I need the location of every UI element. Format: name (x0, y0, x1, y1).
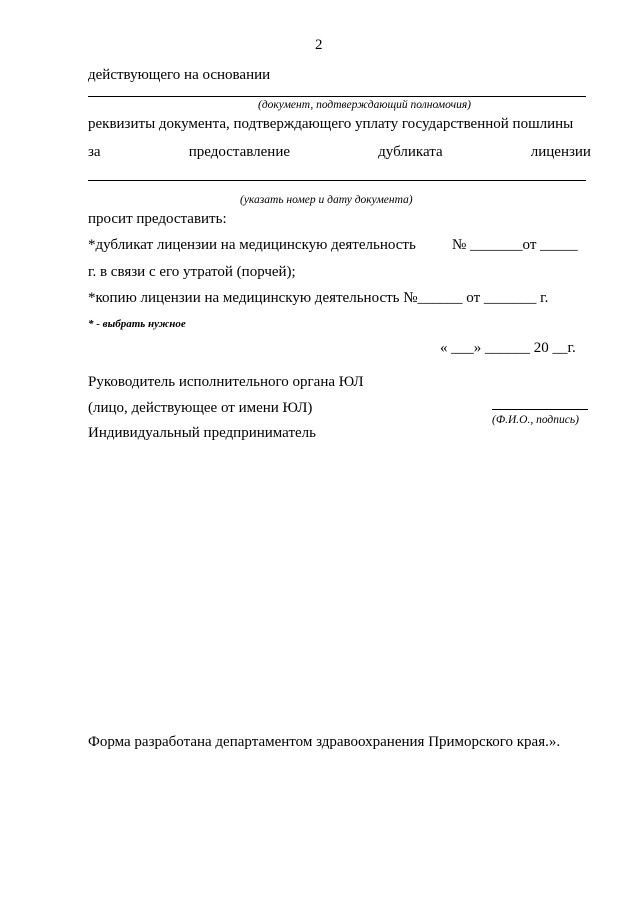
fee-continuation-line (88, 143, 591, 161)
fee-word-3: дубликата (378, 144, 443, 160)
loss-line: г. в связи с его утратой (порчей); (88, 264, 296, 280)
date-line: « ___» ______ 20 __г. (440, 340, 576, 356)
duplicate-line: *дубликат лицензии на медицинскую деятельность (88, 237, 416, 253)
copy-line: *копию лицензии на медицинскую деятельность №______ от _______ г. (88, 290, 549, 306)
fee-caption: (указать номер и дату документа) (240, 194, 413, 206)
fee-details-line: реквизиты документа, подтверждающего уплату государственной пошлины (88, 116, 574, 132)
requests-line: просит предоставить: (88, 211, 227, 227)
fee-word-2: предоставление (188, 144, 291, 160)
basis-caption: (документ, подтверждающий полномочия) (258, 99, 471, 111)
entrepreneur-line: Индивидуальный предприниматель (88, 425, 316, 441)
page-number: 2 (315, 37, 323, 53)
duplicate-number-date: № _______от _____ (452, 237, 578, 253)
fee-word-1: за (88, 144, 101, 160)
basis-line: действующего на основании (88, 67, 271, 83)
fee-word-4: лицензии (530, 144, 591, 160)
person-line: (лицо, действующее от имени ЮЛ) (88, 400, 313, 416)
signature-underline (492, 409, 588, 410)
fee-underline (88, 180, 586, 181)
head-line: Руководитель исполнительного органа ЮЛ (88, 374, 364, 390)
signature-caption: (Ф.И.О., подпись) (492, 414, 579, 426)
footer-line: Форма разработана департаментом здравоохранения Приморского края.». (88, 734, 561, 750)
basis-underline (88, 96, 586, 97)
choose-note: * - выбрать нужное (88, 318, 186, 330)
